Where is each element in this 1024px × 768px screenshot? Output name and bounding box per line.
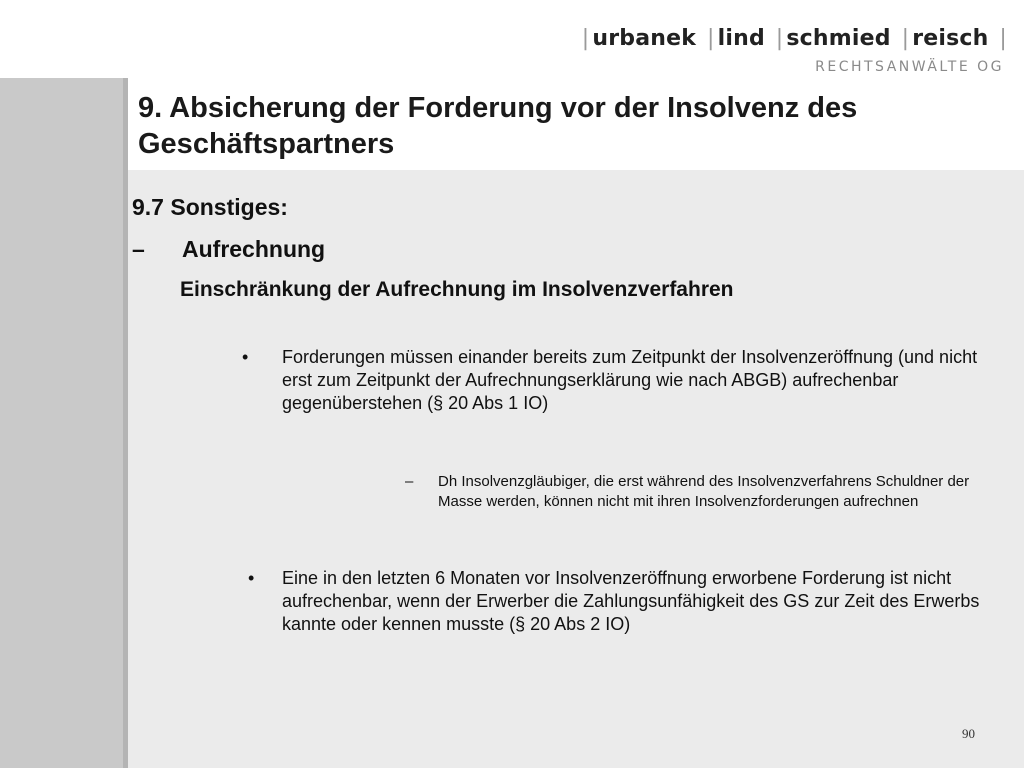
subsubsection-heading: Einschränkung der Aufrechnung im Insolvenzverfahren (180, 278, 734, 301)
page-number: 90 (962, 726, 975, 741)
bullet-text: Forderungen müssen einander bereits zum Zeitpunkt der Insolvenzeröffnung (und nicht erst zum Zeitpunkt der Aufrechnungserklärung wie nach ABGB) aufrechenbar gegenüberstehen (§ 20 Abs 1 IO) (282, 347, 978, 413)
section-heading: 9.7 Sonstiges: (132, 194, 288, 220)
firm-logo (579, 26, 1010, 75)
slide-title: 9. Absicherung der Forderung vor der Insolvenz des Geschäftspartners (138, 92, 858, 160)
bullet-dot-icon: • (248, 568, 255, 588)
bullet-dot-icon: • (242, 347, 249, 367)
sub-bullet-text: Dh Insolvenzgläubiger, die erst während des Insolvenzverfahrens Schuldner der Masse werden, können nicht mit ihren Insolvenzforderungen aufrechnen (438, 473, 970, 510)
logo-subtitle: RECHTSANWÄLTE OG (815, 59, 1004, 75)
dash-bullet-icon: – (132, 236, 145, 262)
dash-bullet-icon: – (405, 473, 414, 490)
subsection-heading: Aufrechnung (182, 236, 326, 262)
left-decorative-bar (0, 78, 126, 768)
logo-name-schmied: schmied (786, 26, 891, 51)
logo-names: | urbanek | lind | schmied | reisch | (581, 26, 1007, 51)
bullet-text: Eine in den letzten 6 Monaten vor Insolvenzeröffnung erworbene Forderung ist nicht aufrechenbar, wenn der Erwerber die Zahlungsunfähigkeit des GS zur Zeit des Erwerbs kannte oder kennen musste (§ 20 Abs 2 IO) (282, 568, 980, 634)
logo-name-lind: lind (717, 26, 765, 51)
logo-name-reisch: reisch (912, 26, 989, 51)
logo-name-urbanek: urbanek (592, 26, 697, 51)
